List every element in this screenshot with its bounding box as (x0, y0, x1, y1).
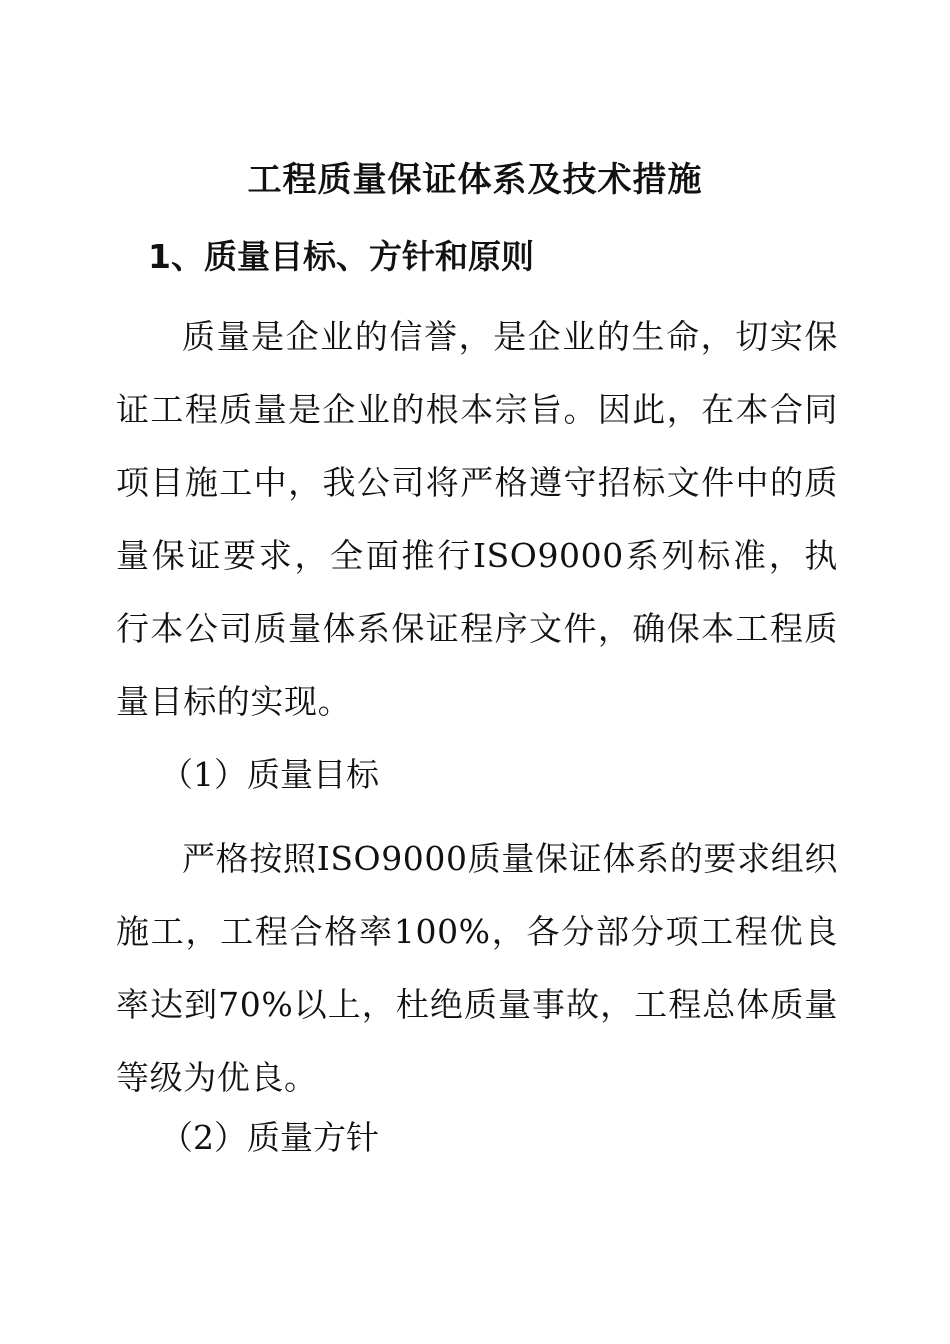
subheading-quality-target: （1）质量目标 (160, 755, 379, 794)
section-heading: 1、质量目标、方针和原则 (148, 237, 534, 276)
subheading-quality-policy: （2）质量方针 (160, 1118, 379, 1157)
document-title: 工程质量保证体系及技术措施 (247, 160, 703, 200)
quality-target-paragraph: 严格按照ISO9000质量保证体系的要求组织施工，工程合格率100%，各分部分项工程优良率达到70%以上，杜绝质量事故，工程总体质量等级为优良。 (116, 839, 838, 1097)
intro-paragraph: 质量是企业的信誉，是企业的生命，切实保证工程质量是企业的根本宗旨。因此，在本合同项目施工中，我公司将严格遵守招标文件中的质量保证要求，全面推行ISO9000系列标准，执行本公司质量体系保证程序文件，确保本工程质量目标的实现。 (116, 317, 838, 721)
